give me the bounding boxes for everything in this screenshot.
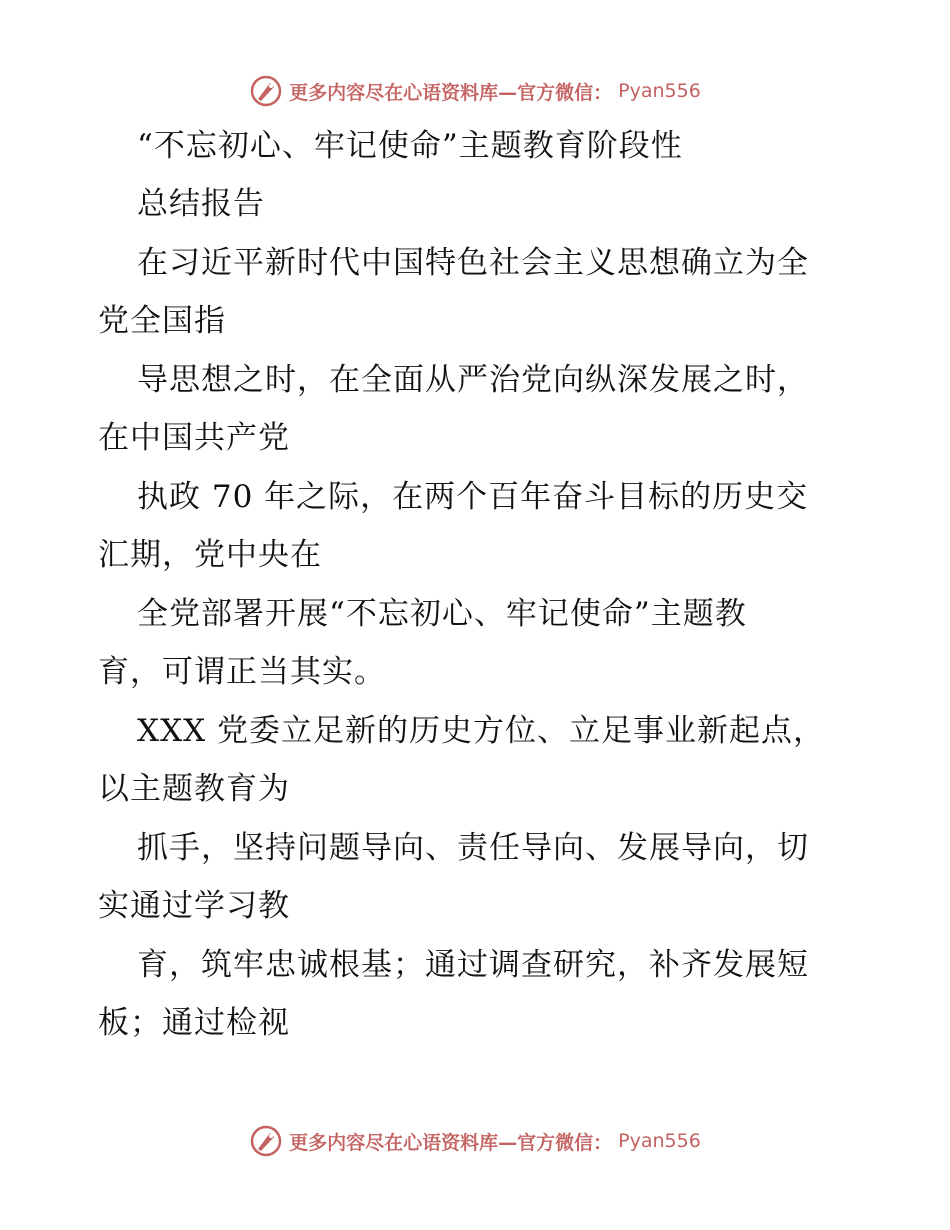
paragraph-line: 实通过学习教 [98,888,290,924]
watermark-text: 更多内容尽在心语资料库—官方微信： [289,1131,613,1154]
title-line-2: 总结报告 [137,186,265,222]
footer-watermark [0,1124,950,1158]
paragraph-line: 导思想之时，在全面从严治党向纵深发展之时， [137,362,809,398]
watermark-text: 更多内容尽在心语资料库—官方微信： [289,81,613,104]
paragraph-line: 在中国共产党 [98,420,290,456]
watermark-handle: Pyan556 [618,80,701,102]
pen-nib-logo-icon [249,74,283,108]
paragraph-line: 全党部署开展“不忘初心、牢记使命”主题教 [137,596,747,632]
watermark-handle: Pyan556 [618,1130,701,1152]
header-watermark [0,74,950,108]
paragraph-line: 以主题教育为 [98,771,290,807]
pen-nib-logo-icon [249,1124,283,1158]
paragraph-line: XXX 党委立足新的历史方位、立足事业新起点， [137,713,826,749]
paragraph-line: 育，可谓正当其实。 [98,654,386,690]
paragraph-line: 育，筑牢忠诚根基；通过调查研究，补齐发展短 [137,947,809,983]
paragraph-line: 板；通过检视 [98,1005,290,1041]
paragraph-line: 在习近平新时代中国特色社会主义思想确立为全 [137,245,809,281]
paragraph-line: 抓手，坚持问题导向、责任导向、发展导向，切 [137,830,809,866]
title-line-1: “不忘初心、牢记使命”主题教育阶段性 [137,128,683,164]
paragraph-line: 党全国指 [98,303,226,339]
paragraph-line: 执政 70 年之际，在两个百年奋斗目标的历史交 [137,479,809,515]
paragraph-line: 汇期，党中央在 [98,537,322,573]
